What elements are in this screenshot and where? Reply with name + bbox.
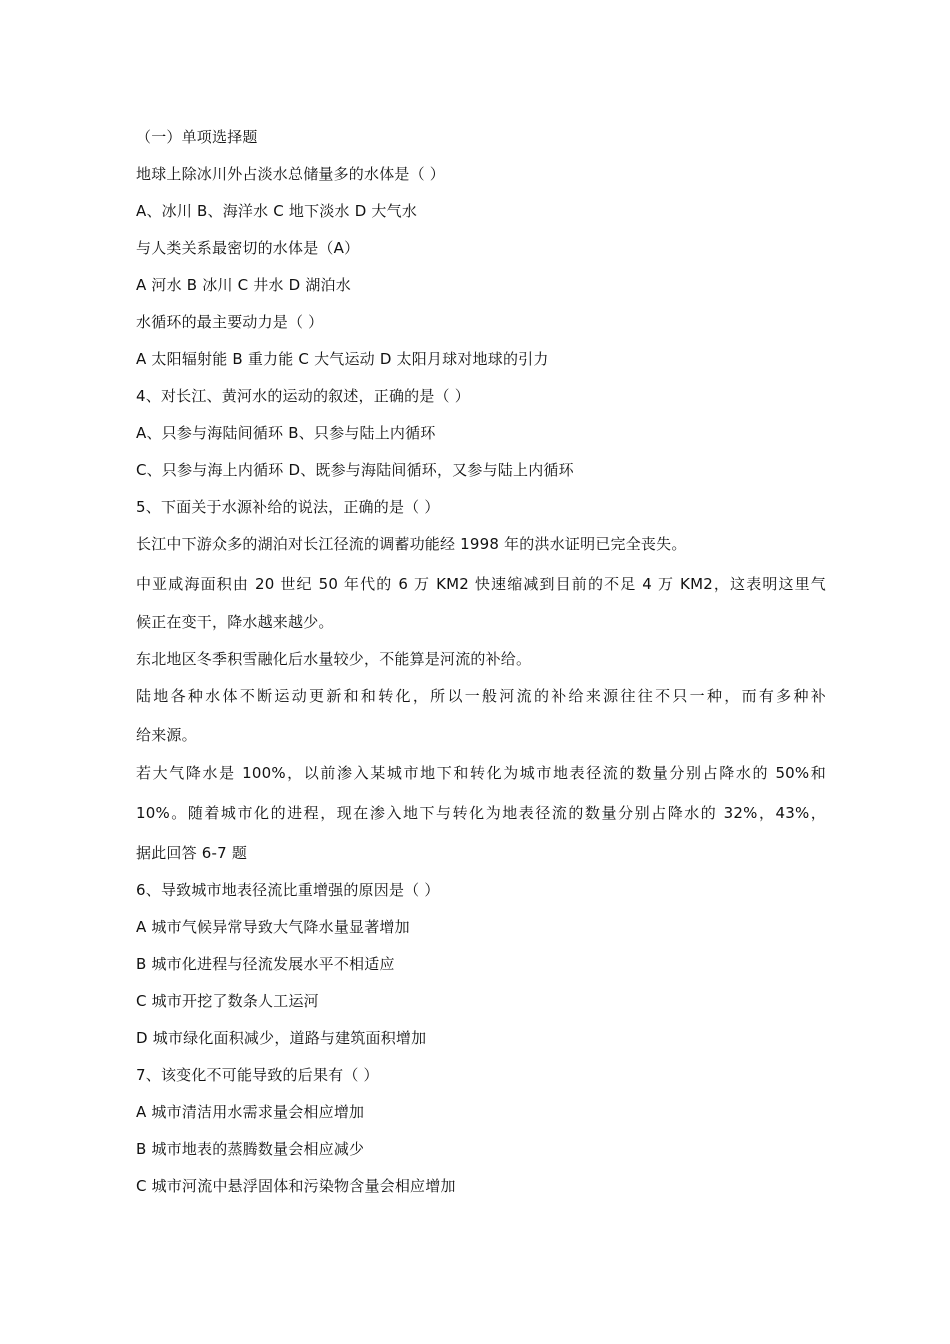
question-2-options: A 河水 B 冰川 C 井水 D 湖泊水 [136, 276, 351, 294]
question-5-option-d-line2: 给来源。 [136, 726, 197, 744]
passage-line2: 10%。随着城市化的进程，现在渗入地下与转化为地表径流的数量分别占降水的 32%，43%， [136, 804, 826, 822]
question-5-option-c: 东北地区冬季积雪融化后水量较少，不能算是河流的补给。 [136, 650, 532, 668]
question-2-stem: 与人类关系最密切的水体是（A） [136, 239, 360, 257]
question-7-option-b: B 城市地表的蒸腾数量会相应减少 [136, 1140, 365, 1158]
question-7-stem: 7、该变化不可能导致的后果有（ ） [136, 1066, 379, 1084]
question-5-option-b-line2: 候正在变干，降水越来越少。 [136, 613, 334, 631]
question-1-stem: 地球上除冰川外占淡水总储量多的水体是（ ） [136, 165, 445, 183]
question-5-option-d-line1: 陆地各种水体不断运动更新和和转化，所以一般河流的补给来源往往不只一种，而有多种补 [136, 687, 826, 705]
question-5-option-a: 长江中下游众多的湖泊对长江径流的调蓄功能经 1998 年的洪水证明已完全丧失。 [136, 535, 687, 553]
question-6-option-a: A 城市气候异常导致大气降水量显著增加 [136, 918, 410, 936]
question-5-stem: 5、下面关于水源补给的说法，正确的是（ ） [136, 498, 440, 516]
passage-line1: 若大气降水是 100%，以前渗入某城市地下和转化为城市地表径流的数量分别占降水的 50%和 [136, 764, 826, 782]
question-6-option-d: D 城市绿化面积减少，道路与建筑面积增加 [136, 1029, 427, 1047]
question-1-options: A、冰川 B、海洋水 C 地下淡水 D 大气水 [136, 202, 418, 220]
question-3-options: A 太阳辐射能 B 重力能 C 大气运动 D 太阳月球对地球的引力 [136, 350, 549, 368]
question-3-stem: 水循环的最主要动力是（ ） [136, 313, 324, 331]
question-4-stem: 4、对长江、黄河水的运动的叙述，正确的是（ ） [136, 387, 470, 405]
section-heading: （一）单项选择题 [136, 128, 258, 146]
question-6-option-c: C 城市开挖了数条人工运河 [136, 992, 319, 1010]
passage-line3: 据此回答 6-7 题 [136, 844, 248, 862]
question-7-option-a: A 城市清洁用水需求量会相应增加 [136, 1103, 365, 1121]
question-5-option-b-line1: 中亚咸海面积由 20 世纪 50 年代的 6 万 KM2 快速缩减到目前的不足 4 万 KM2，这表明这里气 [136, 575, 826, 593]
question-6-stem: 6、导致城市地表径流比重增强的原因是（ ） [136, 881, 440, 899]
question-4-options-ab: A、只参与海陆间循环 B、只参与陆上内循环 [136, 424, 436, 442]
question-7-option-c: C 城市河流中悬浮固体和污染物含量会相应增加 [136, 1177, 456, 1195]
question-6-option-b: B 城市化进程与径流发展水平不相适应 [136, 955, 395, 973]
question-4-options-cd: C、只参与海上内循环 D、既参与海陆间循环，又参与陆上内循环 [136, 461, 574, 479]
